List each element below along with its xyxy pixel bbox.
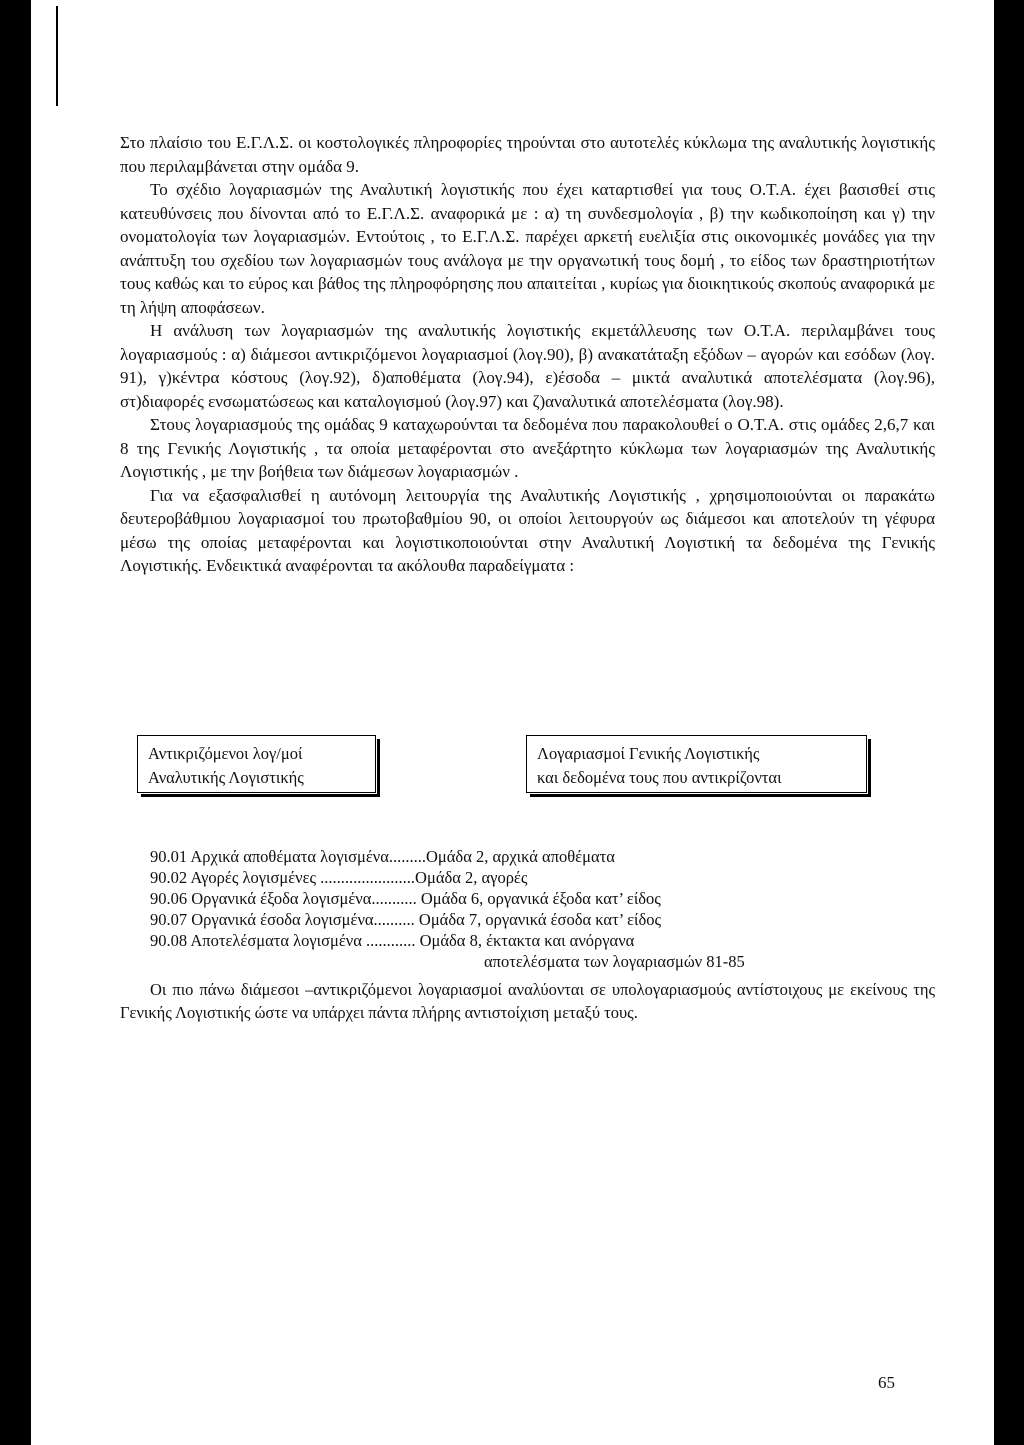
paragraph-5: Για να εξασφαλισθεί η αυτόνομη λειτουργία της Αναλυτικής Λογιστικής , χρησιμοποιούνται οι παρακάτω δευτεροβάθμιου λογαριασμοί του πρωτοβαθμίου 90, οι οποίοι λειτουργούν ως διάμεσοι και αποτελούν τη γέφυρα μέσω της οποίας μεταφέρονται και λογιστικοποιούνται στην Αναλυτική Λογιστική τα δεδομένα της Γενικής Λογιστικής. Ενδεικτικά αναφέρονται τα ακόλουθα παραδείγματα : <box>120 485 935 575</box>
box-left-line-2: Αναλυτικής Λογιστικής <box>148 768 304 787</box>
paragraph-3: Η ανάλυση των λογαριασμών της αναλυτικής λογιστικής εκμετάλλευσης των Ο.Τ.Α. περιλαμβάνει τους λογαριασμούς : α) διάμεσοι αντικριζόμενοι λογαριασμοί (λογ.90), β) ανακατάταξη εξόδων – αγορών και εσόδων (λογ. 91), γ)κέντρα κόστους (λογ.92), δ)αποθέματα (λογ.94), ε)έσοδα – μικτά αναλυτικά αποτελέσματα (λογ.96), στ)διαφορές ενσωματώσεως και καταλογισμού (λογ.97) και ζ)αναλυτικά αποτελέσματα (λογ.98). <box>120 321 935 411</box>
account-row-9002: 90.02 Αγορές λογισμένες .......................Ομάδα 2, αγορές <box>150 868 528 887</box>
document-page <box>31 0 994 1445</box>
page-number: 65 <box>878 1373 895 1392</box>
account-row-9008-continuation: αποτελέσματα των λογαριασμών 81-85 <box>484 952 745 971</box>
paragraph-1: Στο πλαίσιο του Ε.Γ.Λ.Σ. οι κοστολογικές πληροφορίες τηρούνται στο αυτοτελές κύκλωμα της αναλυτικής λογιστικής που περιλαμβάνεται στην ομάδα 9. <box>120 133 935 176</box>
account-row-9007: 90.07 Οργανικά έσοδα λογισμένα.......... Ομάδα 7, οργανικά έσοδα κατ’ είδος <box>150 910 662 929</box>
box-right-line-1: Λογαριασμοί Γενικής Λογιστικής <box>537 744 760 763</box>
paragraph-4: Στους λογαριασμούς της ομάδας 9 καταχωρούνται τα δεδομένα που παρακολουθεί ο Ο.Τ.Α. στις ομάδες 2,6,7 και 8 της Γενικής Λογιστικής , τα οποία μεταφέρονται στο ανεξάρτητο κύκλωμα των λογαριασμών της Αναλυτικής Λογιστικής , με την βοήθεια των διάμεσων λογαριασμών . <box>120 415 935 481</box>
box-analytical-accounts <box>137 735 376 793</box>
account-row-9008: 90.08 Αποτελέσματα λογισμένα ............ Ομάδα 8, έκτακτα και ανόργανα <box>150 931 635 950</box>
margin-rule <box>56 6 58 106</box>
body-text <box>120 131 935 578</box>
box-right-line-2: και δεδομένα τους που αντικρίζονται <box>537 768 782 787</box>
account-list <box>150 846 745 972</box>
box-general-accounts <box>526 735 867 793</box>
closing-paragraph <box>120 979 935 1024</box>
account-row-9001: 90.01 Αρχικά αποθέματα λογισμένα.........Ομάδα 2, αρχικά αποθέματα <box>150 847 615 866</box>
account-row-9006: 90.06 Οργανικά έξοδα λογισμένα........... Ομάδα 6, οργανικά έξοδα κατ’ είδος <box>150 889 661 908</box>
paragraph-2: Το σχέδιο λογαριασμών της Αναλυτική λογιστικής που έχει καταρτισθεί για τους Ο.Τ.Α. έχει βασισθεί στις κατευθύνσεις που δίνονται από το Ε.Γ.Λ.Σ. αναφορικά με : α) τη συνδεσμολογία , β) την κωδικοποίηση και γ) την ονοματολογία των λογαριασμών. Εντούτοις , το Ε.Γ.Λ.Σ. παρέχει αρκετή ευελιξία στις οικονομικές μονάδες για την ανάπτυξη του σχεδίου των λογαριασμών τους ανάλογα με την οργανωτική τους δομή , το είδος των δραστηριοτήτων τους καθώς και το εύρος και βάθος της πληροφόρησης που απαιτείται , κυρίως για διοικητικούς σκοπούς αναφορικά με τη λήψη αποφάσεων. <box>120 180 935 317</box>
box-left-line-1: Αντικριζόμενοι λογ/μοί <box>148 744 303 763</box>
closing-text: Οι πιο πάνω διάμεσοι –αντικριζόμενοι λογαριασμοί αναλύονται σε υπολογαριασμούς αντίστοιχους με εκείνους της Γενικής Λογιστικής ώστε να υπάρχει πάντα πλήρης αντιστοίχιση μεταξύ τους. <box>120 980 935 1022</box>
